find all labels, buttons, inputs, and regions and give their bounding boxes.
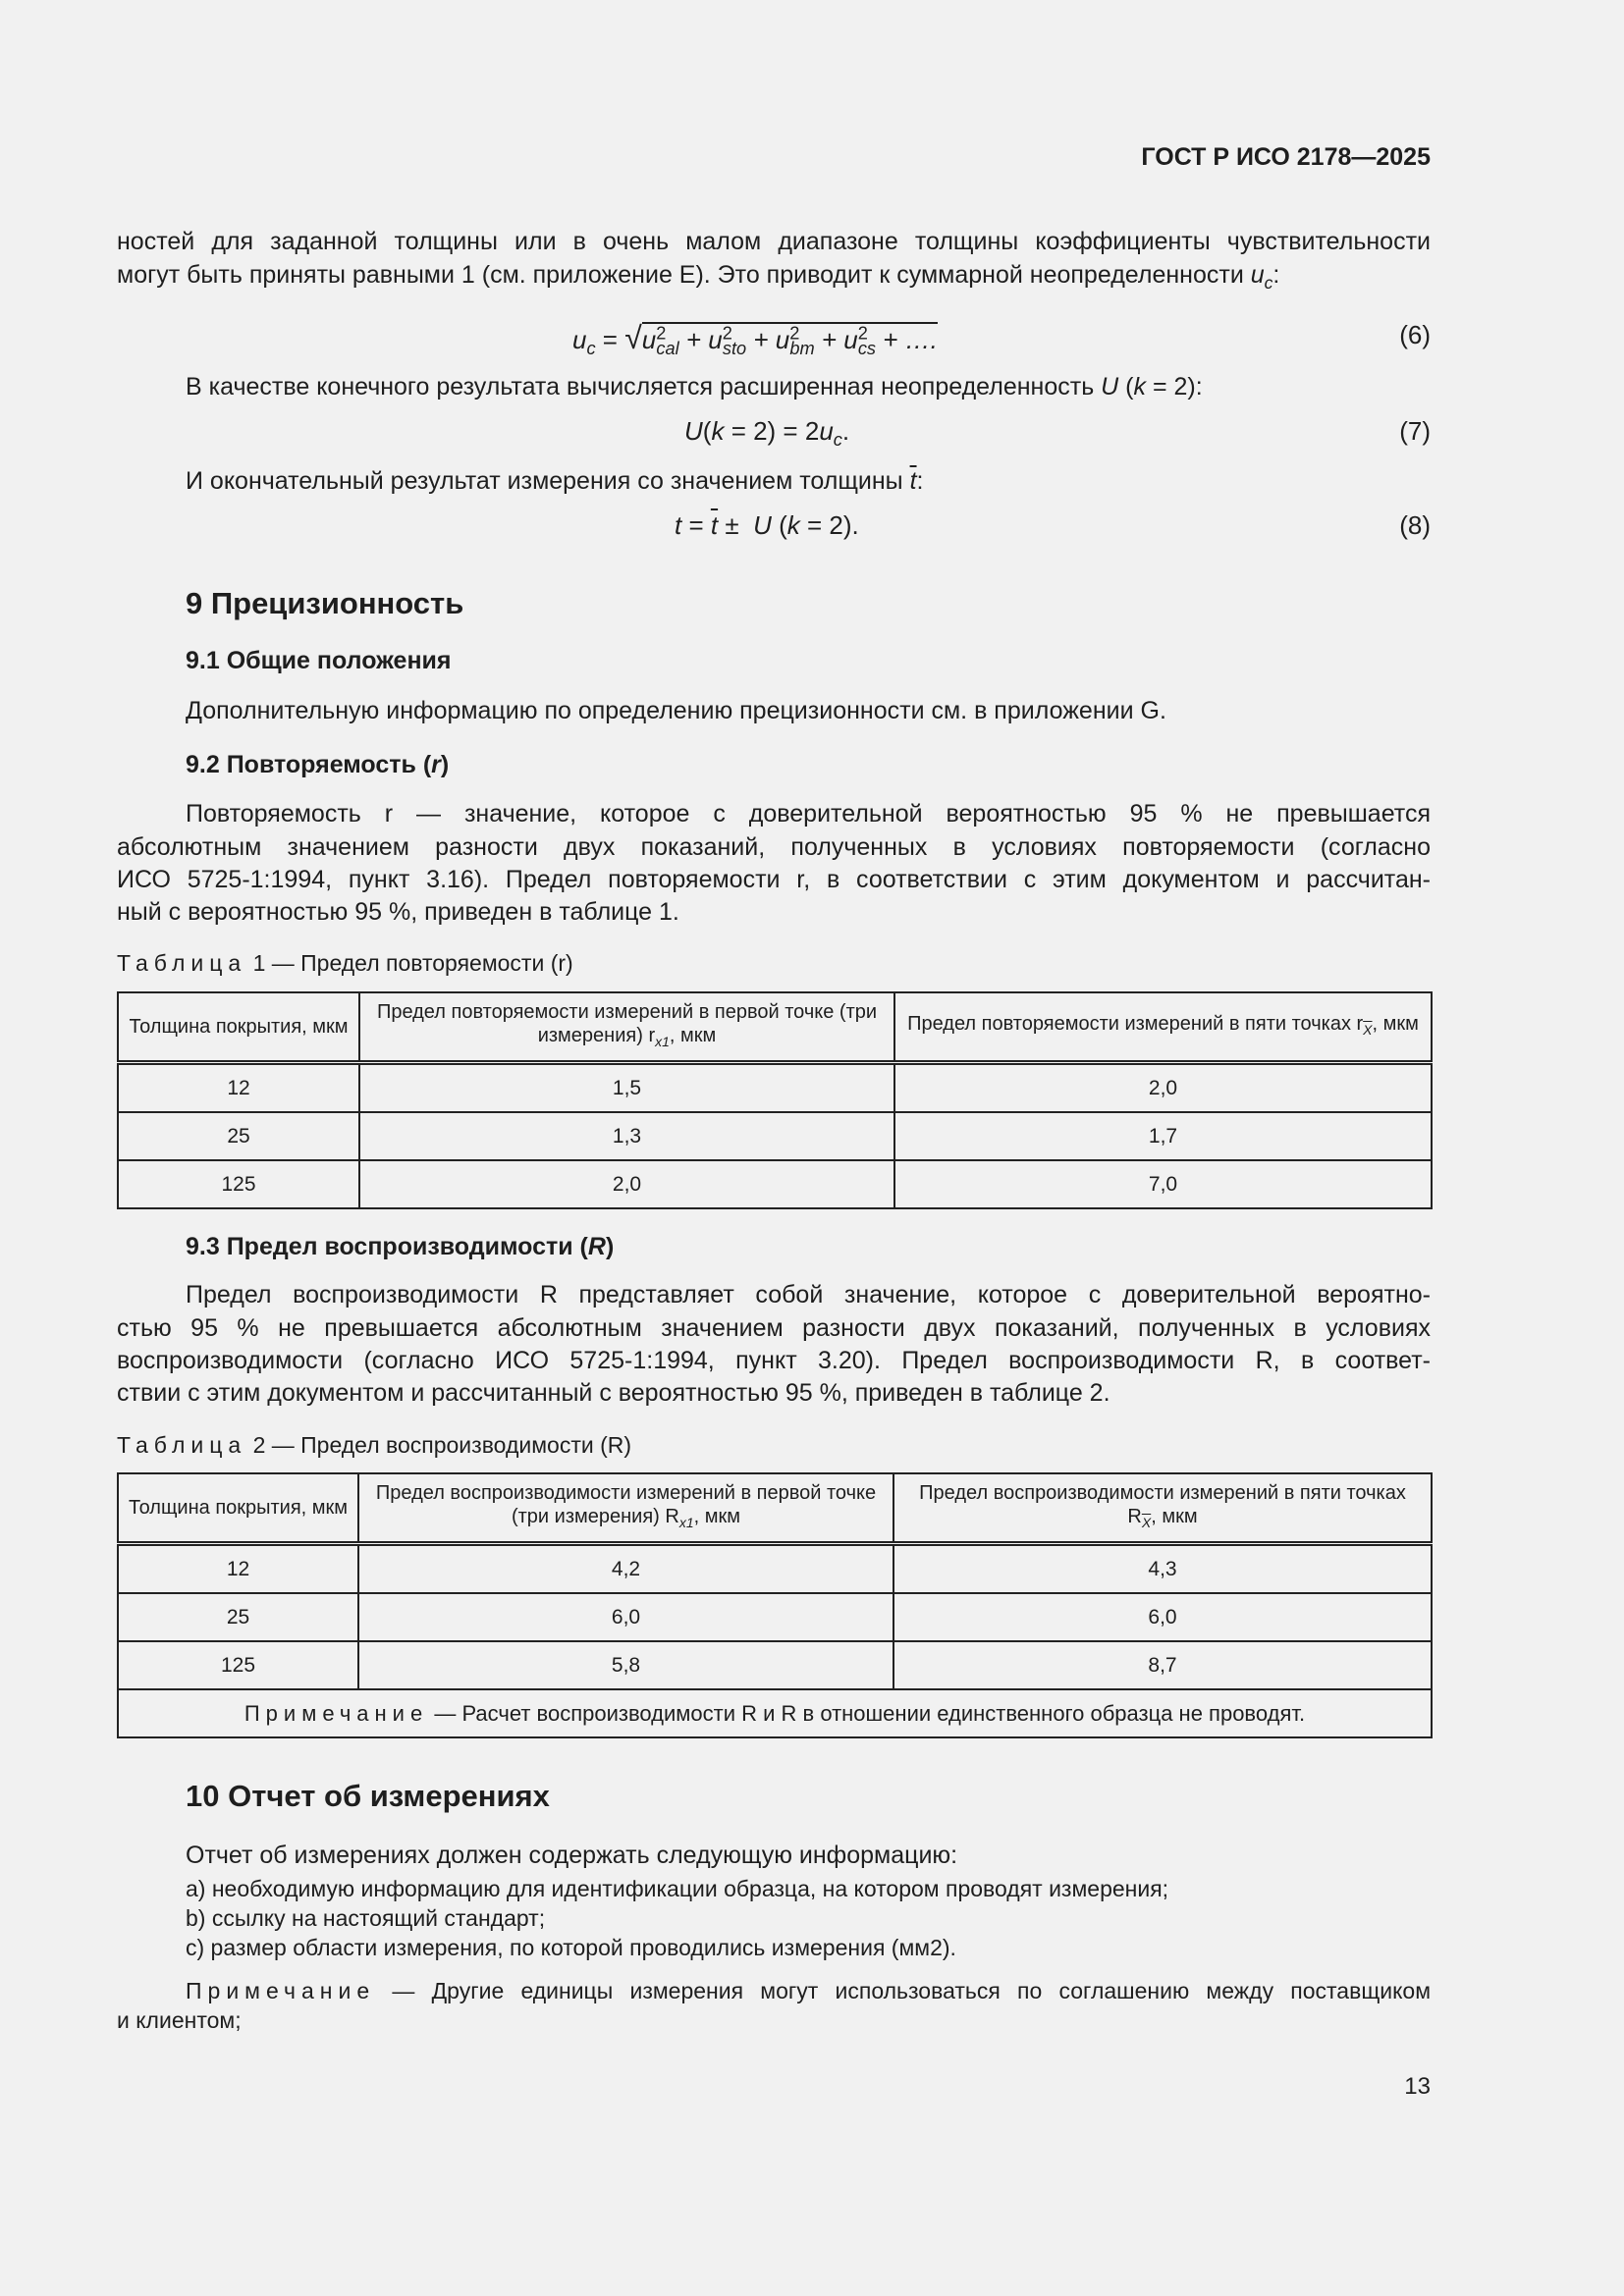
section-10-list <box>186 1874 1168 1962</box>
table-header-cell: Предел повторяемости измерений в пяти точках $r_{\overline{X}}$, мкм <box>894 992 1432 1063</box>
table-cell: 12 <box>118 1544 358 1594</box>
equation-number: (8) <box>1399 510 1431 540</box>
list-item: a) необходимую информацию для идентификации образца, на котором проводят измерения; <box>186 1876 1169 1901</box>
section-10-intro: Отчет об измерениях должен содержать следующую информацию: <box>186 1842 958 1869</box>
list-item: c) размер области измерения, по которой проводились измерения (мм2). <box>186 1935 956 1960</box>
section-9-3-line-2: стью 95 % не превышается абсолютным значением разности двух показаний, полученных в условиях <box>117 1314 1431 1342</box>
equation-6 <box>117 320 1431 359</box>
section-9-1-text: Дополнительную информацию по определению прецизионности см. в приложении G. <box>186 697 1166 724</box>
section-9-3-line-1: Предел воспроизводимости R представляет собой значение, которое с доверительной вероятно- <box>186 1281 1431 1308</box>
section-9-2-line-4: ный с вероятностью 95 %, приведен в таблице 1. <box>117 898 679 926</box>
table-cell: 5,8 <box>358 1641 893 1689</box>
equation-7 <box>117 416 1431 455</box>
table-cell: 4,2 <box>358 1544 893 1594</box>
section-10-title: 10 Отчет об измерениях <box>186 1779 550 1813</box>
equation-number: (6) <box>1399 320 1431 349</box>
table-cell: 4,3 <box>893 1544 1432 1594</box>
section-9-2-line-3: ИСО 5725-1:1994, пункт 3.16). Предел повторяемости r, в соответствии с этим документом и рассчитан- <box>117 866 1431 893</box>
table-cell: 25 <box>118 1593 358 1641</box>
document-header: ГОСТ Р ИСО 2178—2025 <box>1141 143 1431 171</box>
expanded-uncertainty-paragraph: В качестве конечного результата вычисляется расширенная неопределенность U (k = 2): <box>186 373 1203 400</box>
table-note-text: — Расчет воспроизводимости R и R в отношении единственного образца не проводят. <box>434 1700 1306 1726</box>
table-cell: 25 <box>118 1112 359 1160</box>
equation-7-formula: $U(k = 2) = 2u_c$. <box>684 416 850 451</box>
table-header-cell: Предел повторяемости измерений в первой точке (три измерения) $r_{x1}$, мкм <box>359 992 894 1063</box>
table-row <box>118 1641 1432 1689</box>
table-header-row <box>118 1473 1432 1544</box>
table-cell: 1,5 <box>359 1063 894 1113</box>
table-header-cell: Толщина покрытия, мкм <box>118 1473 358 1544</box>
page-number: 13 <box>1404 2073 1431 2100</box>
table-cell: 6,0 <box>893 1593 1432 1641</box>
table-cell: 2,0 <box>894 1063 1432 1113</box>
section-9-1-title: 9.1 Общие положения <box>186 647 452 674</box>
table-row <box>118 1160 1432 1208</box>
equation-8 <box>117 510 1431 550</box>
section-10-note-line-1: Примечание — Другие единицы измерения могут использоваться по соглашению между поставщиком <box>186 1978 1432 2003</box>
equation-6-formula: $u_c = √u^2_{cal} + u^2_{sto} + u^2_{bm} + u^2_{cs}$ + …. <box>572 320 938 359</box>
section-9-3-title: 9.3 Предел воспроизводимости (R) <box>186 1233 615 1260</box>
intro-line-1: ностей для заданной толщины или в очень малом диапазоне толщины коэффициенты чувствительности <box>117 228 1431 255</box>
section-9-title: 9 Прецизионность <box>186 586 464 620</box>
table-row <box>118 1593 1432 1641</box>
section-9-3-line-3: воспроизводимости (согласно ИСО 5725-1:1994, пункт 3.20). Предел воспроизводимости R, в соответ- <box>117 1347 1431 1374</box>
table-cell: 125 <box>118 1641 358 1689</box>
table-cell: 1,3 <box>359 1112 894 1160</box>
table-note-row <box>118 1689 1432 1737</box>
table-header-cell: Предел воспроизводимости измерений в пяти точках $R_{\overline{X}}$, мкм <box>893 1473 1432 1544</box>
table-row <box>118 1112 1432 1160</box>
section-9-3-line-4: ствии с этим документом и рассчитанный с вероятностью 95 %, приведен в таблице 2. <box>117 1379 1110 1407</box>
table-cell: 7,0 <box>894 1160 1432 1208</box>
table-2-caption: Таблица 2 — Предел воспроизводимости (R) <box>117 1432 632 1458</box>
table-row <box>118 1063 1432 1113</box>
table-2 <box>117 1472 1433 1738</box>
intro-line-2-text: могут быть приняты равными 1 (см. приложение E). Это приводит к суммарной неопределенности <box>117 261 1251 289</box>
section-9-2-title: 9.2 Повторяемость (r) <box>186 751 450 778</box>
table-note: Примечание — Расчет воспроизводимости R и R в отношении единственного образца не проводят. <box>118 1689 1432 1737</box>
section-9-2-line-1: Повторяемость r — значение, которое с доверительной вероятностью 95 % не превышается <box>186 800 1431 828</box>
table-1-caption: Таблица 1 — Предел повторяемости (r) <box>117 950 573 976</box>
list-item: b) ссылку на настоящий стандарт; <box>186 1905 546 1931</box>
table-cell: 6,0 <box>358 1593 893 1641</box>
table-header-row <box>118 992 1432 1063</box>
table-cell: 12 <box>118 1063 359 1113</box>
equation-8-formula: $t = \overline{t} \pm U$ (k = 2). <box>675 510 859 540</box>
table-cell: 125 <box>118 1160 359 1208</box>
table-row <box>118 1544 1432 1594</box>
table-header-cell: Толщина покрытия, мкм <box>118 992 359 1063</box>
table-header-cell: Предел воспроизводимости измерений в первой точке (три измерения) $R_{x1}$, мкм <box>358 1473 893 1544</box>
intro-line-2: могут быть приняты равными 1 (см. приложение E). Это приводит к суммарной неопределенности $u_c$: <box>117 261 1280 293</box>
section-9-2-line-2: абсолютным значением разности двух показаний, полученных в условиях повторяемости (согласно <box>117 833 1431 861</box>
table-cell: 8,7 <box>893 1641 1432 1689</box>
equation-number: (7) <box>1399 416 1431 446</box>
table-cell: 1,7 <box>894 1112 1432 1160</box>
table-cell: 2,0 <box>359 1160 894 1208</box>
table-1 <box>117 991 1433 1209</box>
section-10-note-line-2: и клиентом; <box>117 2007 242 2033</box>
final-result-paragraph: И окончательный результат измерения со значением толщины $\overline{t}$: <box>186 467 924 495</box>
